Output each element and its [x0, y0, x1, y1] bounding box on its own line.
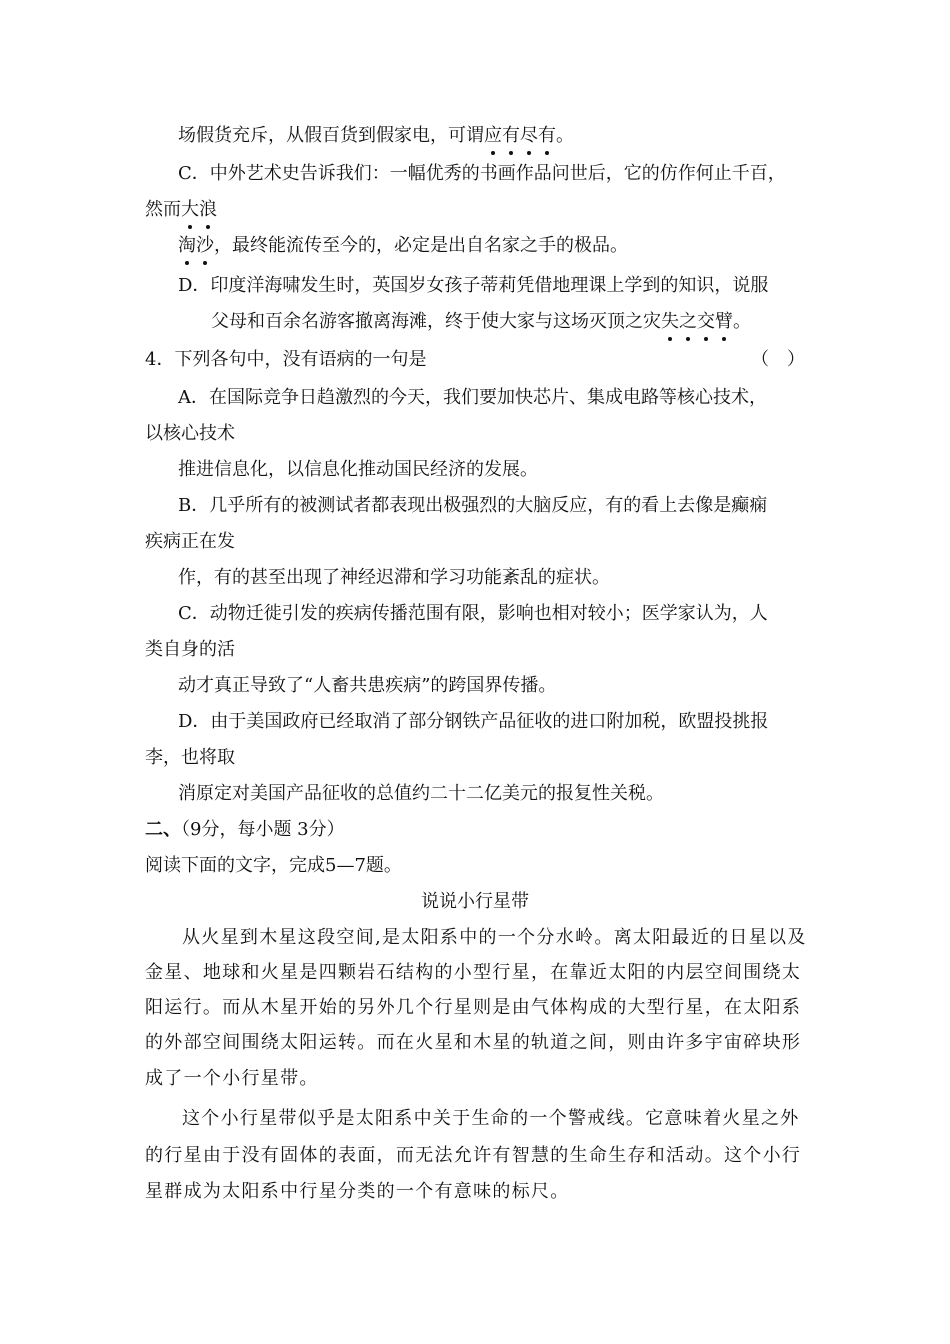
section-number: 二、: [145, 819, 181, 840]
emphasis-char: 之: [679, 311, 697, 332]
emphasis-char: 臂: [715, 311, 733, 332]
q4-option-c-line3: 动才真正导致了“人畜共患疾病”的跨国界传播。: [178, 675, 557, 696]
emphasis-char: 大: [181, 199, 199, 220]
q3-option-c-line2: [145, 198, 217, 222]
q3-option-c-line3: [178, 234, 628, 258]
q4-option-b-line1: B．几乎所有的被测试者都表现出极强烈的大脑反应，有的看上去像是癫痫: [178, 495, 768, 516]
question-text: 4．下列各句中，没有语病的一句是: [145, 349, 427, 370]
text-segment: 。: [733, 311, 751, 332]
article-title: 说说小行星带: [421, 891, 529, 912]
q3-option-d-line2: [211, 310, 751, 334]
q4-option-d-line3: 消原定对美国产品征收的总值约二十二亿美元的报复性关税。: [178, 783, 664, 804]
q4-option-b-line3: 作，有的甚至出现了神经迟滞和学习功能紊乱的症状。: [178, 567, 610, 588]
text-segment: ，最终能流传至今的，必定是出自名家之手的极品。: [214, 235, 628, 256]
q4-option-d-line1: D．由于美国政府已经取消了部分钢铁产品征收的进口附加税，欧盟投挑报: [178, 711, 769, 732]
q4-stem: [145, 348, 805, 372]
q4-option-d-line2: 李，也将取: [145, 747, 235, 768]
answer-parentheses: （ ）: [751, 349, 805, 370]
q4-option-c-line2: 类自身的活: [145, 639, 235, 660]
article-line: 阳运行。而从木星开始的另外几个行星则是由气体构成的大型行星，在太阳系: [145, 997, 802, 1018]
article-line: 金星、地球和火星是四颗岩石结构的小型行星，在靠近太阳的内层空间围绕太: [145, 962, 802, 983]
emphasis-char: 淘: [178, 235, 196, 256]
emphasis-char: 尽: [520, 125, 538, 146]
article-line: 的外部空间围绕太阳运转。而在火星和木星的轨道之间，则由许多宇宙碎块形: [145, 1032, 802, 1053]
emphasis-char: 失: [661, 311, 679, 332]
text-segment: 。: [556, 125, 574, 146]
emphasis-char: 应: [484, 125, 502, 146]
article-line: 这个小行星带似乎是太阳系中关于生命的一个警戒线。它意味着火星之外: [182, 1108, 800, 1129]
q3-option-c-line1: C．中外艺术史告诉我们：一幅优秀的书画作品问世后，它的仿作何止千百，: [178, 163, 786, 184]
emphasis-char: 交: [697, 311, 715, 332]
emphasis-char: 有: [538, 125, 556, 146]
section-heading: [145, 818, 345, 842]
emphasis-char: 有: [502, 125, 520, 146]
section-instruction: 阅读下面的文字，完成5—7题。: [145, 855, 402, 876]
article-line: 成了一个小行星带。: [145, 1068, 319, 1089]
text-segment: 场假货充斥，从假百货到假家电，可谓: [178, 125, 484, 146]
q4-option-a-line3: 推进信息化，以信息化推动国民经济的发展。: [178, 459, 538, 480]
q3-option-b-line3: [178, 124, 574, 148]
q4-option-a-line2: 以核心技术: [145, 423, 235, 444]
emphasis-char: 沙: [196, 235, 214, 256]
article-line: 星群成为太阳系中行星分类的一个有意味的标尺。: [145, 1181, 570, 1202]
q4-option-b-line2: 疾病正在发: [145, 531, 235, 552]
emphasis-char: 浪: [199, 199, 217, 220]
q3-option-d-line1: D．印度洋海啸发生时，英国岁女孩子蒂莉凭借地理课上学到的知识，说服: [178, 275, 769, 296]
article-line: 从火星到木星这段空间,是太阳系中的一个分水岭。离太阳最近的日星以及: [182, 927, 807, 948]
article-line: 的行星由于没有固体的表面，而无法允许有智慧的生命生存和活动。这个小行: [145, 1145, 802, 1166]
text-segment: 父母和百余名游客撤离海滩，终于使大家与这场灭顶之灾: [211, 311, 661, 332]
text-segment: 然而: [145, 199, 181, 220]
section-points: （9分，每小题 3分）: [181, 819, 345, 840]
q4-option-a-line1: A．在国际竞争日趋激烈的今天，我们要加快芯片、集成电路等核心技术，: [178, 387, 767, 408]
q4-option-c-line1: C．动物迁徙引发的疾病传播范围有限，影响也相对较小；医学家认为，人: [178, 603, 768, 624]
